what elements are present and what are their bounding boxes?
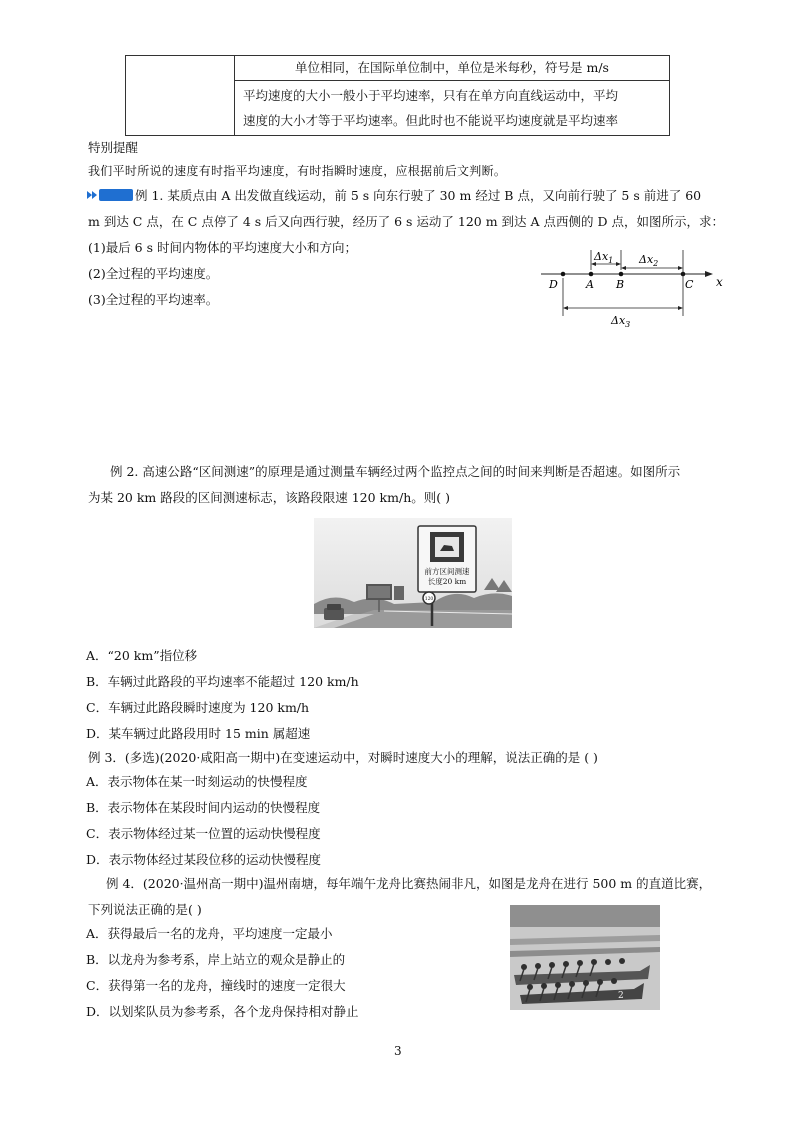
ex2-option-b: B．车辆过此路段的平均速率不能超过 120 km/h xyxy=(86,674,359,689)
page-number: 3 xyxy=(394,1044,402,1058)
dx1-label: $\Delta x_1$ xyxy=(594,250,614,265)
dragon-boat-photo xyxy=(510,905,660,1010)
ex3-line1: 例 3．(多选)(2020·咸阳高一期中)在变速运动中，对瞬时速度大小的理解，说法正确的是 ( ) xyxy=(88,750,598,765)
table-text-line: 速度的大小才等于平均速率。但此时也不能说平均速度就是平均速率 xyxy=(243,113,619,128)
sign-text-line1: 前方区间测速 xyxy=(424,567,470,576)
displacement-diagram xyxy=(535,246,725,334)
speed-limit-text: 120 xyxy=(424,597,434,602)
ex4-option-d: D．以划桨队员为参考系，各个龙舟保持相对静止 xyxy=(86,1004,359,1019)
tip-title: 特别提醒 xyxy=(88,140,139,155)
ex4-line1: 例 4．(2020·温州高一期中)温州南塘，每年端午龙舟比赛热闹非凡，如图是龙舟在进行 500 m 的直道比赛， xyxy=(106,876,712,891)
ex1-question-3: (3)全过程的平均速率。 xyxy=(88,292,219,307)
ex4-option-c: C．获得第一名的龙舟，撞线时的速度一定很大 xyxy=(86,978,346,993)
ex4-option-a: A．获得最后一名的龙舟，平均速度一定最小 xyxy=(86,926,333,941)
table-left-cell xyxy=(126,56,235,136)
table-text-line: 平均速度的大小一般小于平均速率，只有在单方向直线运动中，平均 xyxy=(243,88,619,103)
point-A-label: A xyxy=(586,278,594,291)
x-axis-label: x xyxy=(716,275,723,289)
point-B-dot xyxy=(619,272,624,277)
ex3-option-d: D．表示物体经过某段位移的运动快慢程度 xyxy=(86,852,322,867)
table-row-relation xyxy=(235,81,670,136)
ex3-option-c: C．表示物体经过某一位置的运动快慢程度 xyxy=(86,826,321,841)
point-B-label: B xyxy=(616,278,625,291)
ex1-line2: m 到达 C 点，在 C 点停了 4 s 后又向西行驶，经历了 6 s 运动了 120 m 到达 A 点西侧的 D 点，如图所示，求： xyxy=(88,214,725,229)
point-D-label: D xyxy=(549,278,558,291)
ex1-question-1: (1)最后 6 s 时间内物体的平均速度大小和方向； xyxy=(88,240,357,255)
point-C-label: C xyxy=(685,278,694,291)
boat-number: 2 xyxy=(618,991,624,1001)
ex4-option-b: B．以龙舟为参考系，岸上站立的观众是静止的 xyxy=(86,952,346,967)
ex1-question-2: (2)全过程的平均速度。 xyxy=(88,266,219,281)
dx3-label: $\Delta x_3$ xyxy=(611,314,631,329)
tip-body: 我们平时所说的速度有时指平均速度，有时指瞬时速度，应根据前后文判断。 xyxy=(88,164,507,178)
ex3-option-a: A．表示物体在某一时刻运动的快慢程度 xyxy=(86,774,308,789)
table-row-units: 单位相同，在国际单位制中，单位是米每秒，符号是 m/s xyxy=(235,56,670,81)
ex2-line1: 例 2. 高速公路“区间测速”的原理是通过测量车辆经过两个监控点之间的时间来判断是否超速。如图所示 xyxy=(110,464,681,479)
highway-photo xyxy=(314,518,512,628)
ex2-line2: 为某 20 km 路段的区间测速标志，该路段限速 120 km/h。则( ) xyxy=(88,490,450,505)
ex1-line1: 例 1. 某质点由 A 出发做直线运动，前 5 s 向东行驶了 30 m 经过 B 点，又向前行驶了 5 s 前进了 60 xyxy=(135,188,702,203)
ex2-option-d: D．某车辆过此路段用时 15 min 属超速 xyxy=(86,726,311,741)
point-D-dot xyxy=(561,272,566,277)
ex2-option-a: A．“20 km”指位移 xyxy=(86,648,198,663)
ex4-line2: 下列说法正确的是( ) xyxy=(88,902,202,917)
point-A-dot xyxy=(589,272,594,277)
ex2-option-c: C．车辆过此路段瞬时速度为 120 km/h xyxy=(86,700,310,715)
sign-text-line2: 长度20 km xyxy=(427,577,467,586)
comparison-table xyxy=(125,55,670,136)
dx2-label: $\Delta x_2$ xyxy=(639,253,659,268)
ex3-option-b: B．表示物体在某段时间内运动的快慢程度 xyxy=(86,800,321,815)
example-badge-icon xyxy=(86,188,134,202)
x-axis-arrow-icon xyxy=(705,271,713,277)
